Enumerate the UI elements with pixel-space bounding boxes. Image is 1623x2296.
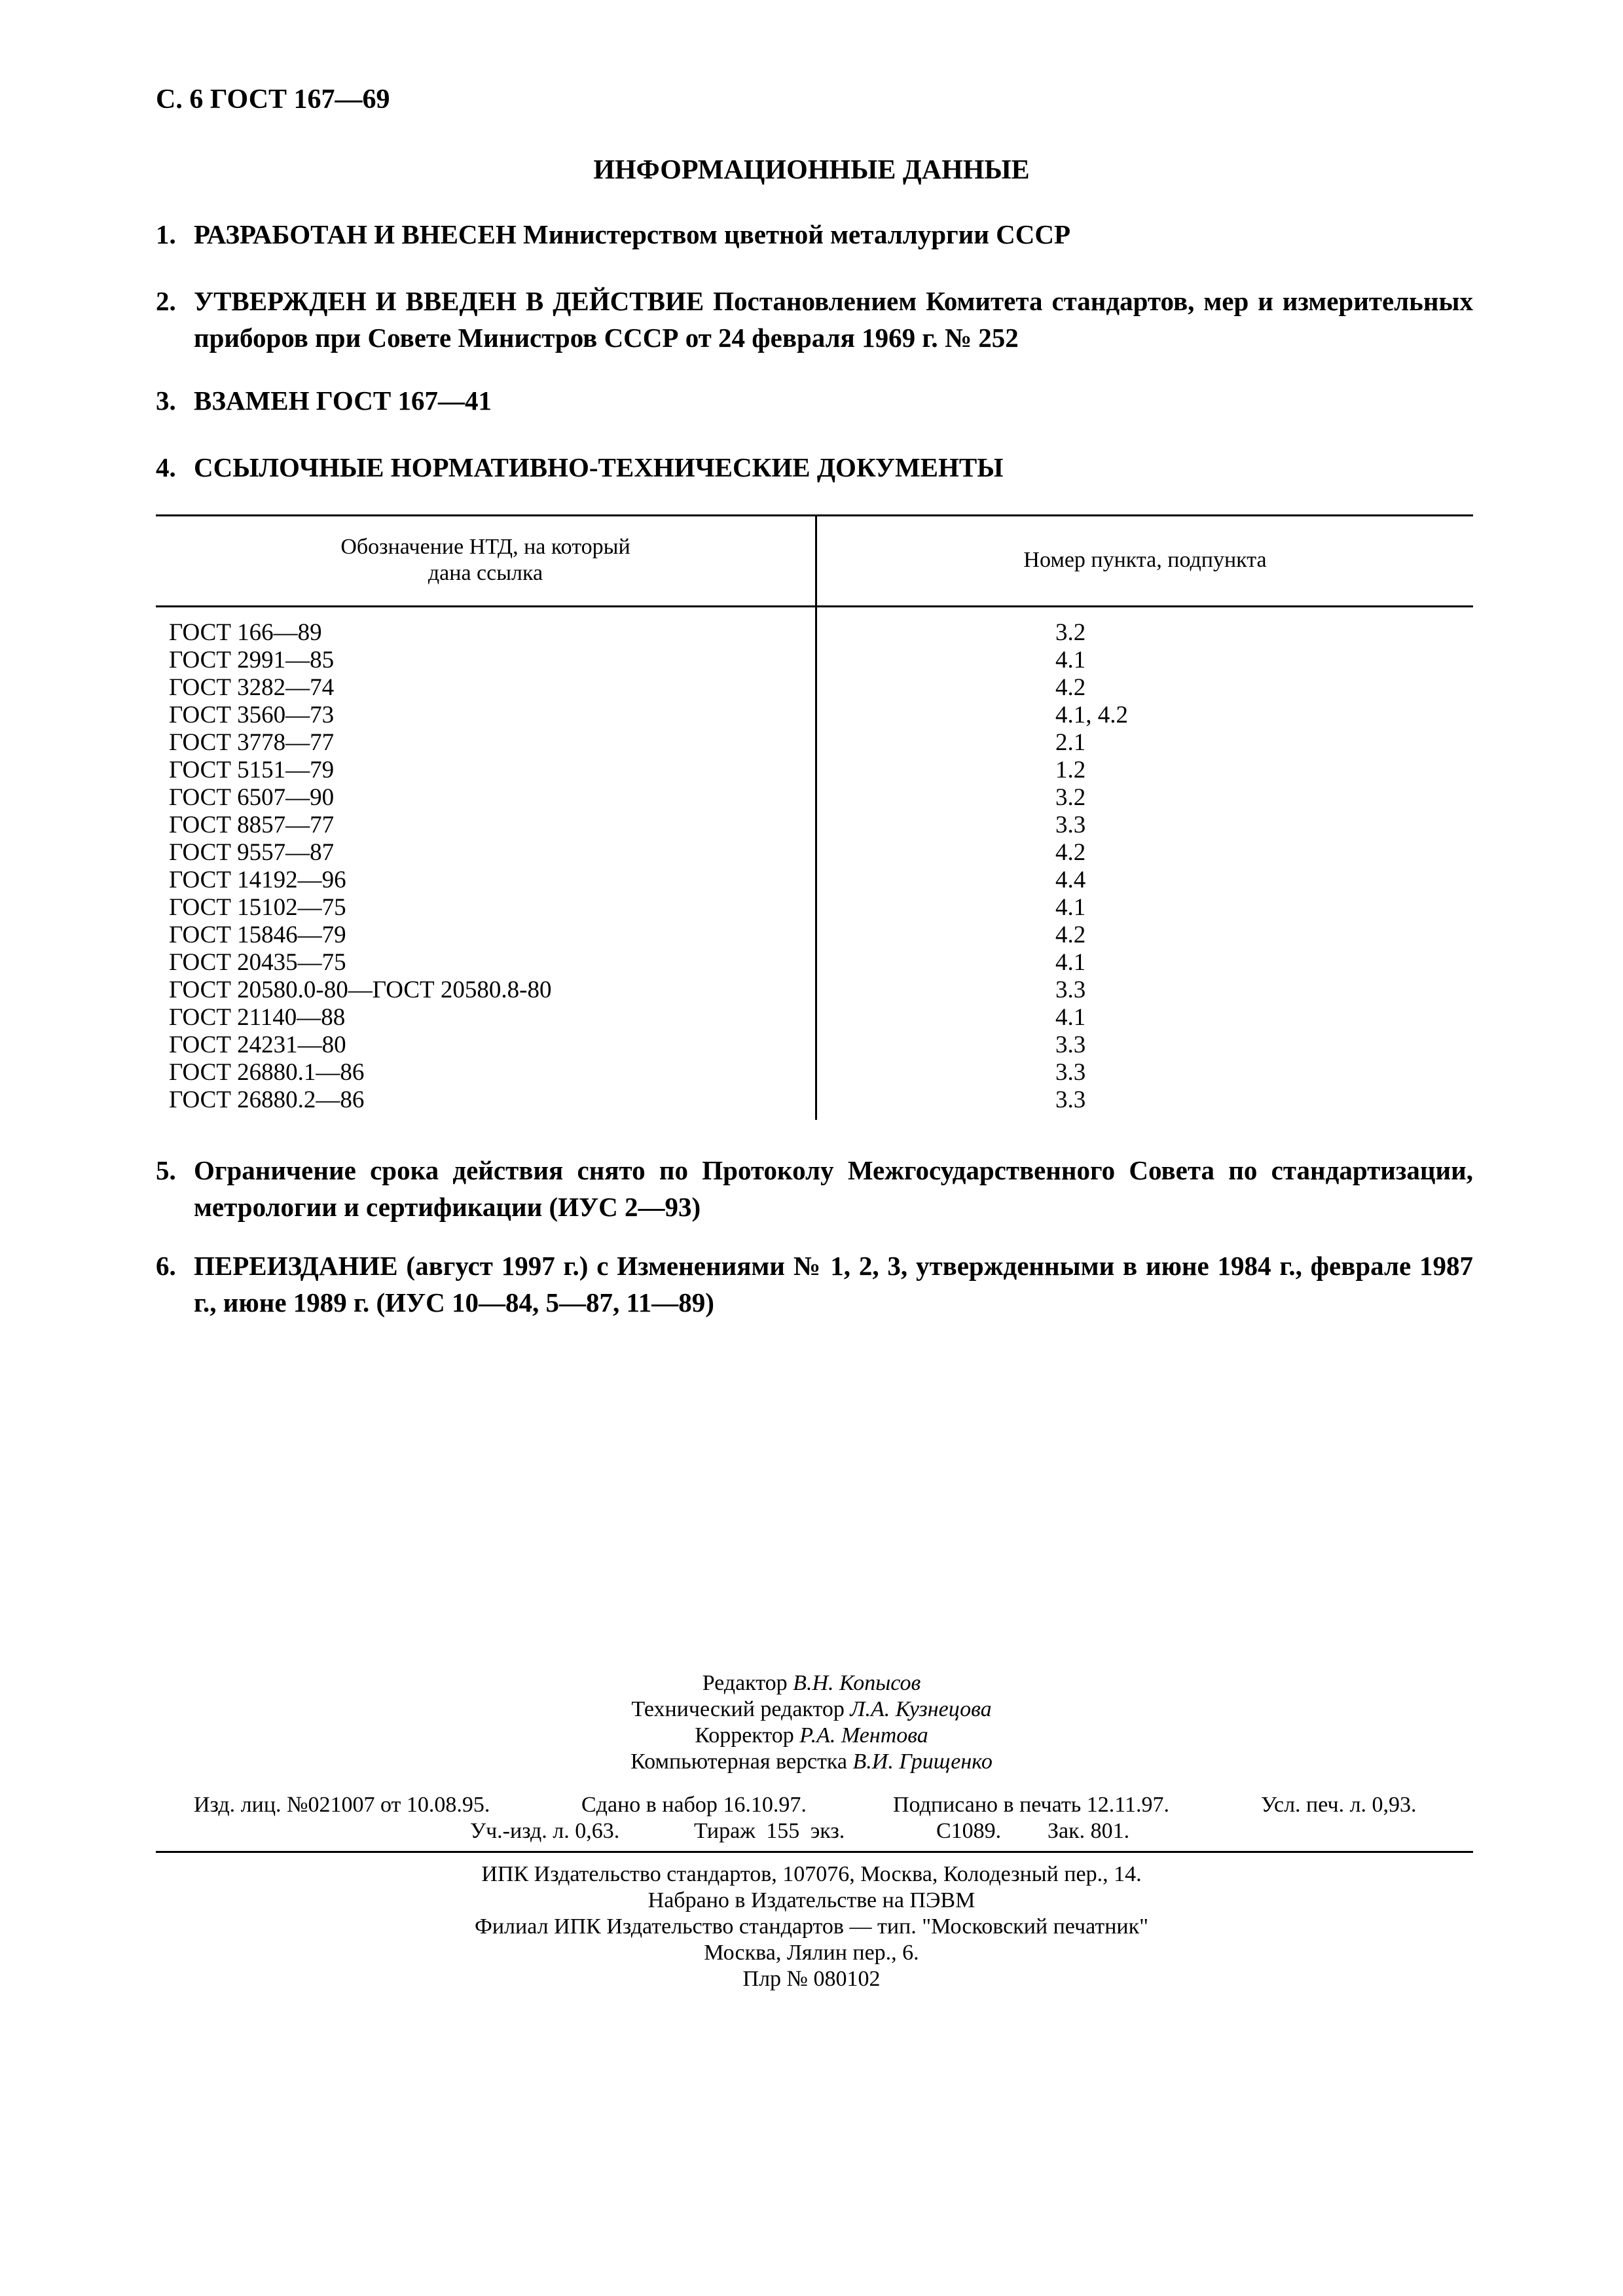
table-cell-doc: ГОСТ 20435—75	[169, 949, 346, 976]
credits-block	[0, 1670, 1623, 1775]
credit-name: Р.А. Ментова	[799, 1723, 928, 1748]
table-cell-doc: ГОСТ 3778—77	[169, 729, 335, 756]
imprint-typeset: Сдано в набор 16.10.97.	[581, 1793, 807, 1817]
credit-editor	[0, 1670, 1623, 1696]
item-text: Постановлением Комитета стандартов, мер и измерительных приборов при Совете Министров СССР от 24 февраля 1969 г. № 252	[194, 286, 1473, 353]
table-header-rule	[156, 605, 1473, 607]
table-cell-ref: 4.1	[1055, 1004, 1086, 1031]
table-cell-ref: 1.2	[1055, 757, 1086, 783]
item-bold: ВЗАМЕН ГОСТ 167—41	[194, 386, 492, 416]
imprint-pub-sheets: Уч.-изд. л. 0,63.	[470, 1819, 620, 1843]
credit-proofreader	[0, 1723, 1623, 1749]
table-cell-ref: 3.2	[1055, 619, 1086, 646]
table-column-ref	[1055, 619, 1128, 1114]
table-cell-ref: 3.3	[1055, 977, 1086, 1003]
table-cell-doc: ГОСТ 9557—87	[169, 839, 335, 866]
info-item-5	[156, 1152, 1473, 1225]
credit-tech-editor	[0, 1696, 1623, 1723]
item-bold: ССЫЛОЧНЫЕ НОРМАТИВНО-ТЕХНИЧЕСКИЕ ДОКУМЕНТЫ	[194, 452, 1004, 482]
credit-name: Л.А. Кузнецова	[850, 1697, 992, 1721]
info-item-4	[156, 449, 1473, 486]
table-cell-ref: 3.2	[1055, 784, 1086, 811]
credit-name: В.Н. Копысов	[793, 1671, 921, 1695]
publisher-line: ИПК Издательство стандартов, 107076, Москва, Колодезный пер., 14.	[481, 1862, 1142, 1886]
credit-role: Редактор	[702, 1671, 793, 1695]
table-cell-doc: ГОСТ 6507—90	[169, 784, 335, 811]
item-bold: РАЗРАБОТАН И ВНЕСЕН	[194, 219, 517, 249]
table-cell-ref: 4.1	[1055, 647, 1086, 673]
info-item-3	[156, 382, 1473, 419]
table-cell-ref: 3.3	[1055, 1031, 1086, 1058]
credit-role: Технический редактор	[631, 1697, 850, 1721]
table-cell-doc: ГОСТ 24231—80	[169, 1031, 346, 1058]
info-item-6	[156, 1247, 1473, 1321]
item-text: (август 1997 г.) с Изменениями № 1, 2, 3, утвержденными в июне 1984 г., феврале 1987 г., июне 1989 г. (ИУС 10—84, 5—87, 11—89)	[194, 1251, 1473, 1318]
item-text: Ограничение срока действия снято по Протоколу Межгосударственного Совета по стандартизации, метрологии и сертификации (ИУС 2—93)	[194, 1155, 1473, 1222]
credit-layout	[0, 1749, 1623, 1775]
table-cell-ref: 3.3	[1055, 812, 1086, 838]
item-number: 1.	[156, 219, 176, 249]
imprint-signed: Подписано в печать 12.11.97.	[893, 1793, 1169, 1817]
item-bold: УТВЕРЖДЕН И ВВЕДЕН В ДЕЙСТВИЕ	[194, 286, 704, 316]
imprint-print-sheets: Усл. печ. л. 0,93.	[1261, 1793, 1417, 1817]
info-item-2	[156, 283, 1473, 356]
table-header-doc-line1: Обозначение НТД, на который	[340, 535, 630, 559]
table-cell-ref: 4.2	[1055, 839, 1086, 866]
table-cell-ref: 4.4	[1055, 867, 1086, 893]
item-bold: ПЕРЕИЗДАНИЕ	[194, 1251, 398, 1281]
item-number: 5.	[156, 1155, 176, 1185]
imprint-code: С1089.	[936, 1819, 1002, 1843]
credit-role: Компьютерная верстка	[630, 1749, 853, 1774]
table-cell-doc: ГОСТ 166—89	[169, 619, 322, 646]
table-cell-ref: 3.3	[1055, 1086, 1086, 1113]
table-column-doc	[169, 619, 551, 1114]
table-header-doc	[156, 534, 815, 586]
publisher-line: Москва, Лялин пер., 6.	[704, 1941, 919, 1965]
table-cell-doc: ГОСТ 26880.2—86	[169, 1086, 365, 1113]
table-cell-doc: ГОСТ 3282—74	[169, 674, 335, 701]
publisher-line: Набрано в Издательстве на ПЭВМ	[647, 1888, 976, 1912]
table-cell-doc: ГОСТ 15102—75	[169, 894, 346, 921]
publisher-block	[0, 1861, 1623, 1992]
table-cell-doc: ГОСТ 20580.0-80—ГОСТ 20580.8-80	[169, 977, 552, 1003]
table-cell-ref: 4.1	[1055, 949, 1086, 976]
imprint-order: Зак. 801.	[1048, 1819, 1130, 1843]
table-cell-ref: 2.1	[1055, 729, 1086, 756]
table-cell-doc: ГОСТ 26880.1—86	[169, 1059, 365, 1086]
item-number: 3.	[156, 386, 176, 416]
credit-name: В.И. Грищенко	[852, 1749, 993, 1774]
item-number: 6.	[156, 1251, 176, 1281]
table-cell-ref: 4.1, 4.2	[1055, 702, 1128, 728]
table-cell-doc: ГОСТ 8857—77	[169, 812, 335, 838]
table-cell-doc: ГОСТ 2991—85	[169, 647, 335, 673]
table-header-doc-line2: дана ссылка	[428, 561, 543, 585]
credit-role: Корректор	[695, 1723, 800, 1748]
table-cell-ref: 4.2	[1055, 674, 1086, 701]
imprint-rule	[156, 1851, 1473, 1853]
table-cell-doc: ГОСТ 3560—73	[169, 702, 335, 728]
table-cell-ref: 4.2	[1055, 922, 1086, 948]
table-cell-doc: ГОСТ 14192—96	[169, 867, 346, 893]
publisher-line: Филиал ИПК Издательство стандартов — тип. "Московский печатник"	[475, 1914, 1148, 1939]
info-item-1	[156, 216, 1473, 253]
publisher-line: Плр № 080102	[742, 1967, 881, 1991]
table-cell-doc: ГОСТ 5151—79	[169, 757, 335, 783]
table-cell-doc: ГОСТ 15846—79	[169, 922, 346, 948]
page-header: С. 6 ГОСТ 167—69	[156, 84, 390, 115]
item-text: Министерством цветной металлургии СССР	[516, 219, 1071, 249]
table-cell-doc: ГОСТ 21140—88	[169, 1004, 346, 1031]
table-header-ref: Номер пункта, подпункта	[1023, 548, 1267, 572]
section-title: ИНФОРМАЦИОННЫЕ ДАННЫЕ	[593, 155, 1030, 185]
table-cell-ref: 4.1	[1055, 894, 1086, 921]
table-top-rule	[156, 514, 1473, 516]
imprint-license: Изд. лиц. №021007 от 10.08.95.	[194, 1793, 490, 1817]
table-cell-ref: 3.3	[1055, 1059, 1086, 1086]
imprint-run: Тираж 155 экз.	[694, 1819, 845, 1843]
item-number: 4.	[156, 452, 176, 482]
item-number: 2.	[156, 286, 176, 316]
